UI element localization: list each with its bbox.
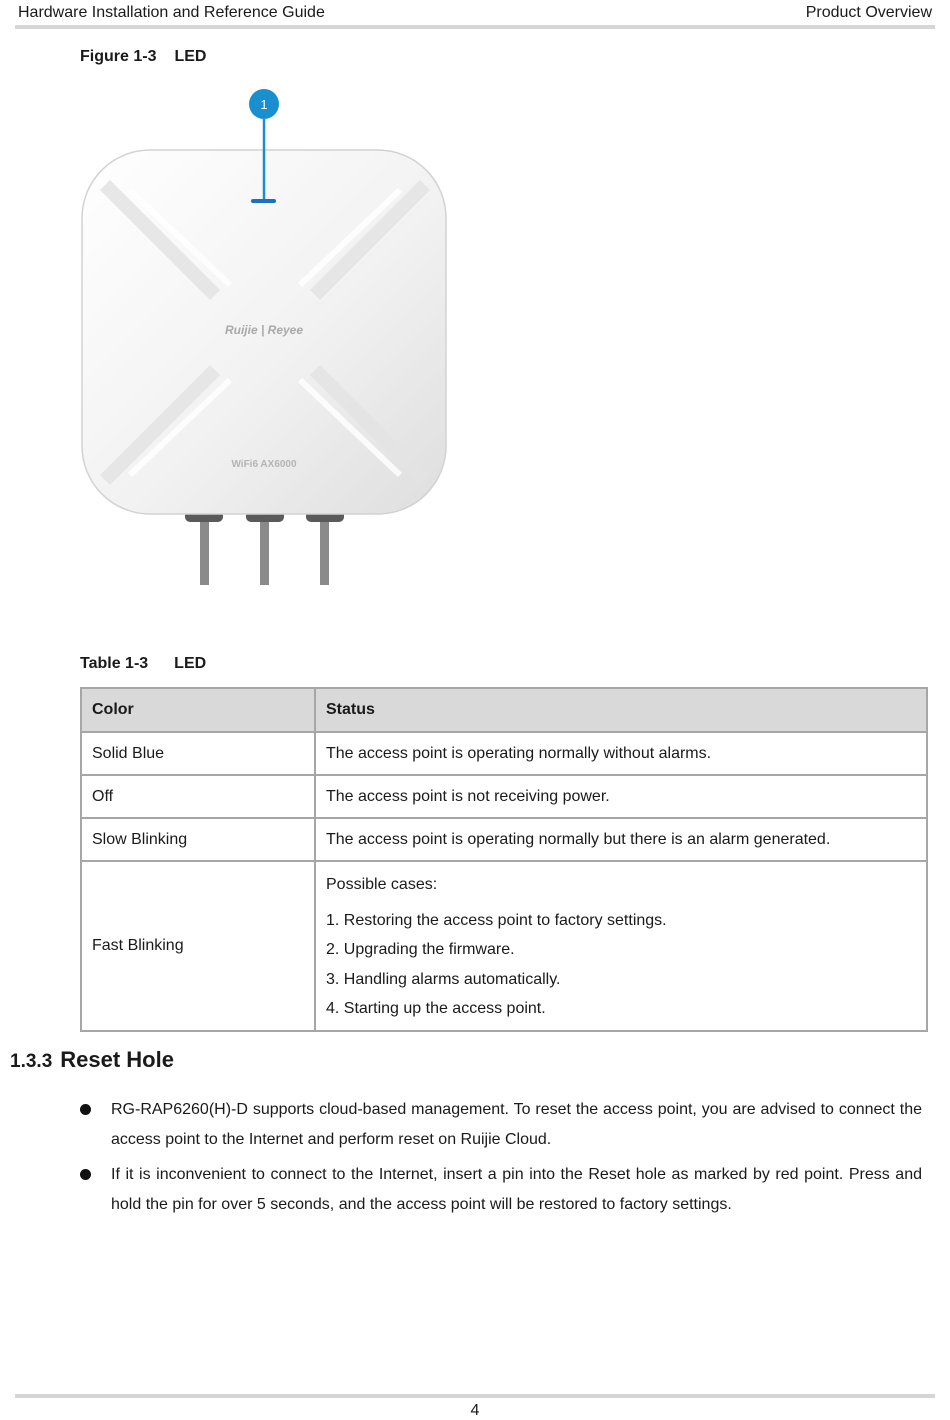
- cell-status: [315, 861, 927, 1031]
- section-number: 1.3.3: [10, 1051, 53, 1072]
- figure-caption: [80, 48, 206, 66]
- list-item: [80, 1160, 922, 1219]
- table-label: Table 1-3: [80, 655, 149, 672]
- cell-status: The access point is not receiving power.: [315, 775, 927, 818]
- access-point-figure: [70, 85, 470, 595]
- cell-color: Slow Blinking: [81, 818, 315, 861]
- cases-intro: Possible cases:: [326, 876, 438, 893]
- section-heading: [10, 1047, 174, 1073]
- model-label-text: WiFi6 AX6000: [231, 459, 297, 470]
- table-title: LED: [174, 655, 207, 672]
- cell-status: The access point is operating normally without alarms.: [315, 732, 927, 775]
- table-row: [81, 818, 927, 861]
- bullet-text: If it is inconvenient to connect to the Internet, insert a pin into the Reset hole as marked by red point. Press and hold the pin for over 5 seconds, and the access point will be restored to factory settings.: [111, 1166, 922, 1213]
- table-caption: [80, 655, 206, 673]
- footer-rule: [15, 1394, 935, 1398]
- header-rule: [15, 25, 935, 29]
- table-row: [81, 732, 927, 775]
- case-item: 4. Starting up the access point.: [326, 1000, 546, 1017]
- case-item: 2. Upgrading the firmware.: [326, 941, 515, 958]
- header-status: Status: [315, 688, 927, 732]
- bullet-text: RG-RAP6260(H)-D supports cloud-based management. To reset the access point, you are advised to connect the access point to the Internet and perform reset on Ruijie Cloud.: [111, 1101, 922, 1148]
- header-chapter-title: Product Overview: [805, 4, 932, 21]
- table-header-row: [81, 688, 927, 732]
- figure-label: Figure 1-3: [80, 48, 157, 65]
- bullet-list: [80, 1095, 922, 1225]
- callout-number: 1: [260, 97, 268, 112]
- cables: [185, 510, 344, 585]
- table-row: [81, 861, 927, 1031]
- page-number: 4: [470, 1402, 480, 1419]
- cell-color: Off: [81, 775, 315, 818]
- section-title: Reset Hole: [60, 1047, 174, 1072]
- led-indicator: [251, 199, 276, 203]
- case-item: 1. Restoring the access point to factory settings.: [326, 911, 667, 929]
- bullet-icon: [80, 1169, 91, 1180]
- figure-title: LED: [174, 48, 207, 65]
- cell-color: Fast Blinking: [81, 861, 315, 1031]
- brand-logo-text: Ruijie | Reyee: [224, 323, 304, 337]
- header-document-title: Hardware Installation and Reference Guide: [18, 4, 325, 21]
- cell-color: Solid Blue: [81, 732, 315, 775]
- table-row: [81, 775, 927, 818]
- cell-status: The access point is operating normally but there is an alarm generated.: [315, 818, 927, 861]
- led-table: [80, 687, 928, 1032]
- case-item: 3. Handling alarms automatically.: [326, 970, 561, 988]
- bullet-icon: [80, 1104, 91, 1115]
- access-point-illustration: [70, 85, 470, 595]
- header-color: Color: [81, 688, 315, 732]
- list-item: [80, 1095, 922, 1154]
